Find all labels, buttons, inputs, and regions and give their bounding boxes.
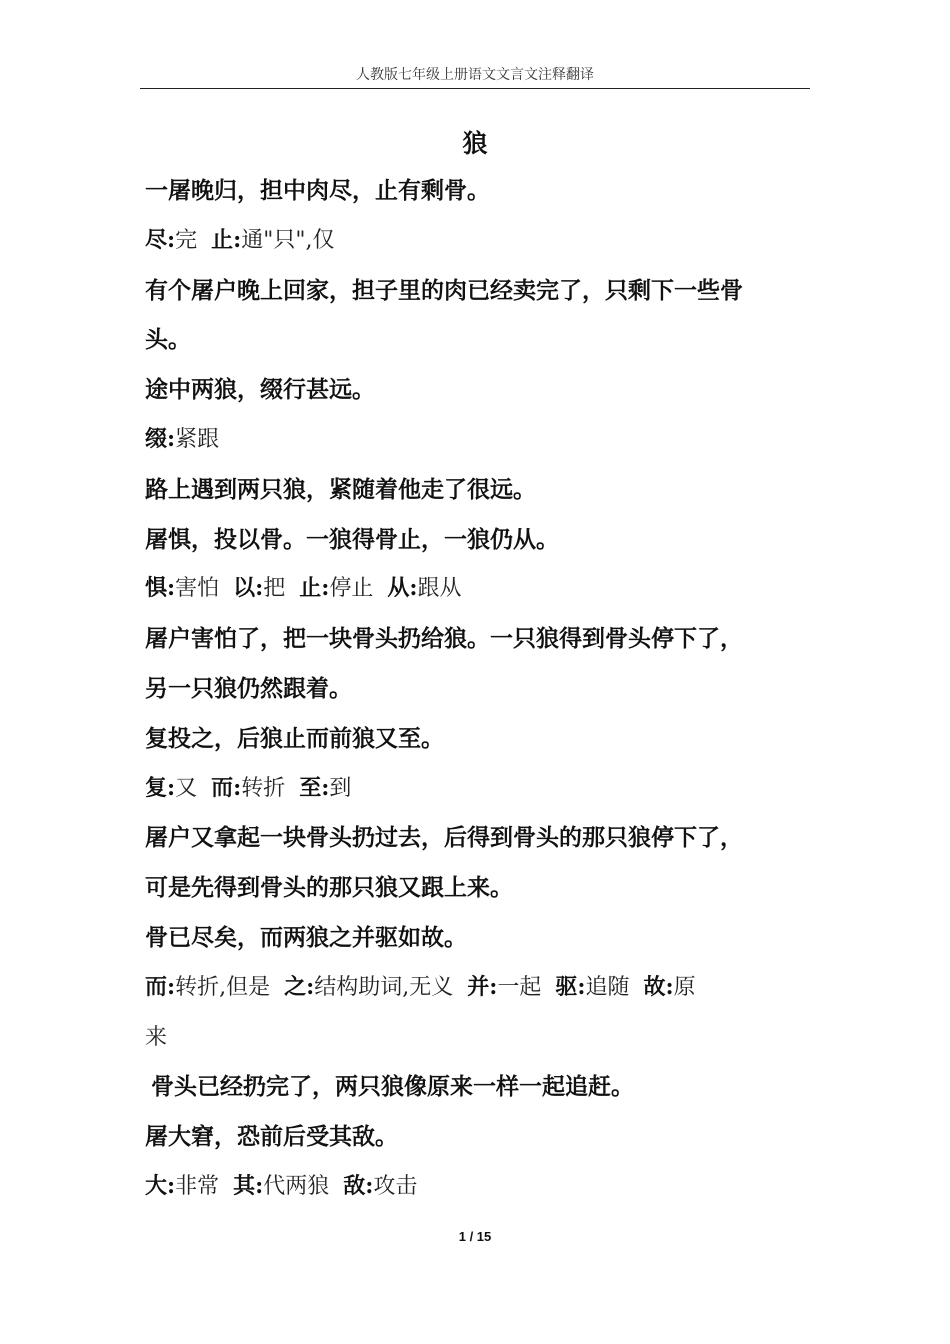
notes-line-5b [145,1013,810,1063]
note-term: 复: [145,774,176,801]
note-term: 缀: [145,425,176,452]
note-definition: 紧跟 [175,426,220,452]
note-term: 惧: [145,575,176,602]
translation-line-4a: 屠户又拿起一块骨头扔过去，后得到骨头的那只狼停下了， [145,824,743,852]
source-line-4: 复投之，后狼止而前狼又至。 [145,724,444,752]
note-term: 故: [643,973,674,1000]
page-title: 狼 [462,129,488,158]
note-term: 敌: [343,1172,374,1199]
note-term: 至: [299,774,330,801]
translation-line-3b: 另一只狼仍然跟着。 [145,674,352,702]
notes-line-6 [145,1162,810,1212]
source-line-2: 途中两狼，缀行甚远。 [145,376,375,404]
document-body [145,166,810,1212]
note-definition: 转折,但是 [175,974,271,1000]
note-term: 驱: [555,973,586,1000]
note-definition: 把 [263,576,286,602]
source-line-3: 屠惧，投以骨。一狼得骨止，一狼仍从。 [145,525,559,553]
note-term: 而: [211,774,242,801]
note-term: 而: [145,973,176,1000]
note-definition: 追随 [585,974,630,1000]
translation-line-2: 路上遇到两只狼，紧随着他走了很远。 [145,475,536,503]
source-line-5: 骨已尽矣，而两狼之并驱如故。 [145,923,467,951]
translation-line-3a: 屠户害怕了，把一块骨头扔给狼。一只狼得到骨头停下了， [145,625,743,653]
note-definition: 代两狼 [263,1173,330,1199]
source-line-1: 一屠晚归，担中肉尽，止有剩骨。 [145,177,490,204]
note-definition: 攻击 [373,1173,418,1199]
note-term: 以: [233,575,264,602]
note-term: 止: [211,226,242,253]
note-term: 其: [233,1172,264,1199]
translation-line-1a: 有个屠户晚上回家，担子里的肉已经卖完了，只剩下一些骨 [145,276,743,304]
notes-line-1 [145,216,810,266]
note-definition: 停止 [329,576,374,602]
notes-line-5 [145,963,810,1013]
note-definition: 害怕 [175,576,220,602]
notes-line-4 [145,764,810,814]
note-definition: 完 [175,227,198,253]
note-definition: 非常 [175,1173,220,1199]
note-definition: 一起 [497,974,542,1000]
source-line-6: 屠大窘，恐前后受其敌。 [145,1123,398,1151]
note-definition: 来 [145,1024,168,1050]
note-definition: 结构助词,无义 [314,974,454,1000]
note-term: 尽: [145,226,176,253]
note-term: 止: [299,575,330,602]
note-definition: 又 [175,775,198,801]
translation-line-5: 骨头已经扔完了，两只狼像原来一样一起追赶。 [151,1073,634,1101]
notes-line-3 [145,564,810,614]
note-definition: 到 [329,775,352,801]
note-definition: 通"只",仅 [241,227,335,253]
note-definition: 原 [673,974,696,1000]
page-number: 1 / 15 [458,1229,492,1244]
note-term: 从: [387,575,418,602]
note-term: 并: [467,973,498,1000]
page-header: 人教版七年级上册语文文言文注释翻译 [356,67,594,83]
note-term: 之: [284,973,315,1000]
note-definition: 转折 [241,775,286,801]
note-term: 大: [145,1172,176,1199]
translation-line-1b: 头。 [145,326,191,354]
translation-line-4b: 可是先得到骨头的那只狼又跟上来。 [145,874,513,902]
notes-line-2 [145,415,810,465]
note-definition: 跟从 [417,576,462,602]
header-rule [140,88,810,89]
